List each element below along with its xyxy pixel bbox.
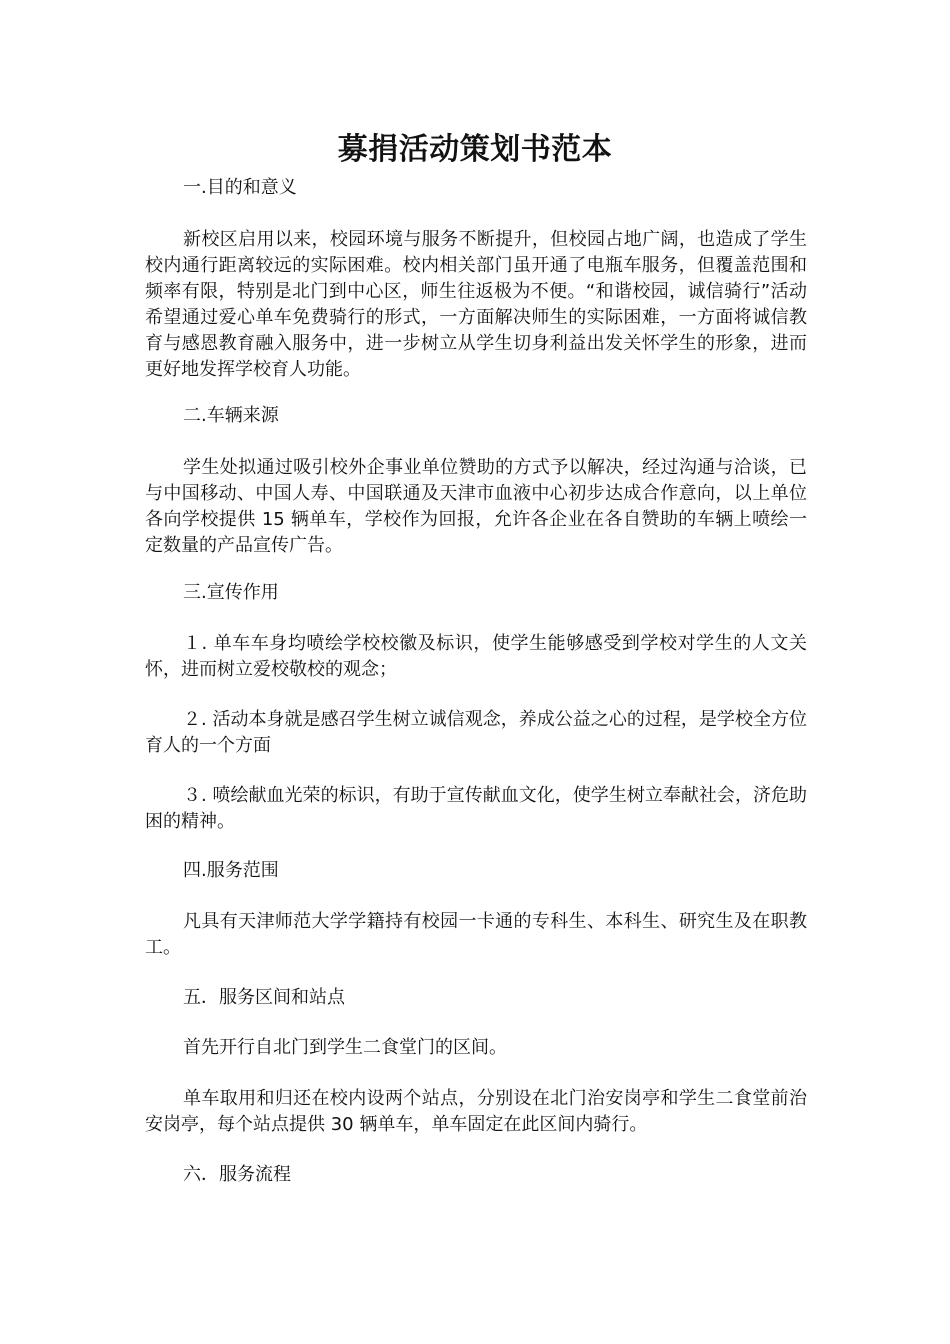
section-heading-service-process: 六．服务流程 xyxy=(183,1164,291,1185)
section-heading-service-scope: 四.服务范围 xyxy=(183,860,279,881)
section-heading-service-stations: 五．服务区间和站点 xyxy=(183,987,345,1008)
section-heading-vehicle-source: 二.车辆来源 xyxy=(183,405,279,426)
paragraph-service-scope: 凡具有天津师范大学学籍持有校园一卡通的专科生、本科生、研究生及在职教工。 xyxy=(145,911,807,958)
paragraph-publicity-2: ２. 活动本身就是感召学生树立诚信观念，养成公益之心的过程，是学校全方位育人的一个方面 xyxy=(145,709,807,756)
paragraph-vehicle-source: 学生处拟通过吸引校外企事业单位赞助的方式予以解决，经过沟通与洽谈，已与中国移动、中国人寿、中国联通及天津市血液中心初步达成合作意向，以上单位各向学校提供 15 辆单车，学校作为回报，允许各企业在各自赞助的车辆上喷绘一定数量的产品宣传广告。 xyxy=(145,457,807,556)
paragraph-purpose: 新校区启用以来，校园环境与服务不断提升，但校园占地广阔，也造成了学生校内通行距离较远的实际困难。校内相关部门虽开通了电瓶车服务，但覆盖范围和频率有限，特别是北门到中心区，师生往返极为不便。“和谐校园，诚信骑行”活动希望通过爱心单车免费骑行的形式，一方面解决师生的实际困难，一方面将诚信教育与感恩教育融入服务中，进一步树立从学生切身利益出发关怀学生的形象，进而更好地发挥学校育人功能。 xyxy=(145,229,807,380)
paragraph-service-interval: 首先开行自北门到学生二食堂门的区间。 xyxy=(183,1037,507,1058)
paragraph-publicity-1: １. 单车车身均喷绘学校校徽及标识，使学生能够感受到学校对学生的人文关怀，进而树立爱校敬校的观念； xyxy=(145,633,807,680)
paragraph-publicity-3: ３. 喷绘献血光荣的标识，有助于宣传献血文化，使学生树立奉献社会，济危助困的精神。 xyxy=(145,785,807,832)
paragraph-service-stations: 单车取用和归还在校内设两个站点，分别设在北门治安岗亭和学生二食堂前治安岗亭，每个站点提供 30 辆单车，单车固定在此区间内骑行。 xyxy=(145,1088,807,1135)
section-heading-purpose: 一.目的和意义 xyxy=(183,177,297,198)
document-title: 募捐活动策划书范本 xyxy=(337,132,613,167)
section-heading-publicity: 三.宣传作用 xyxy=(183,582,279,603)
